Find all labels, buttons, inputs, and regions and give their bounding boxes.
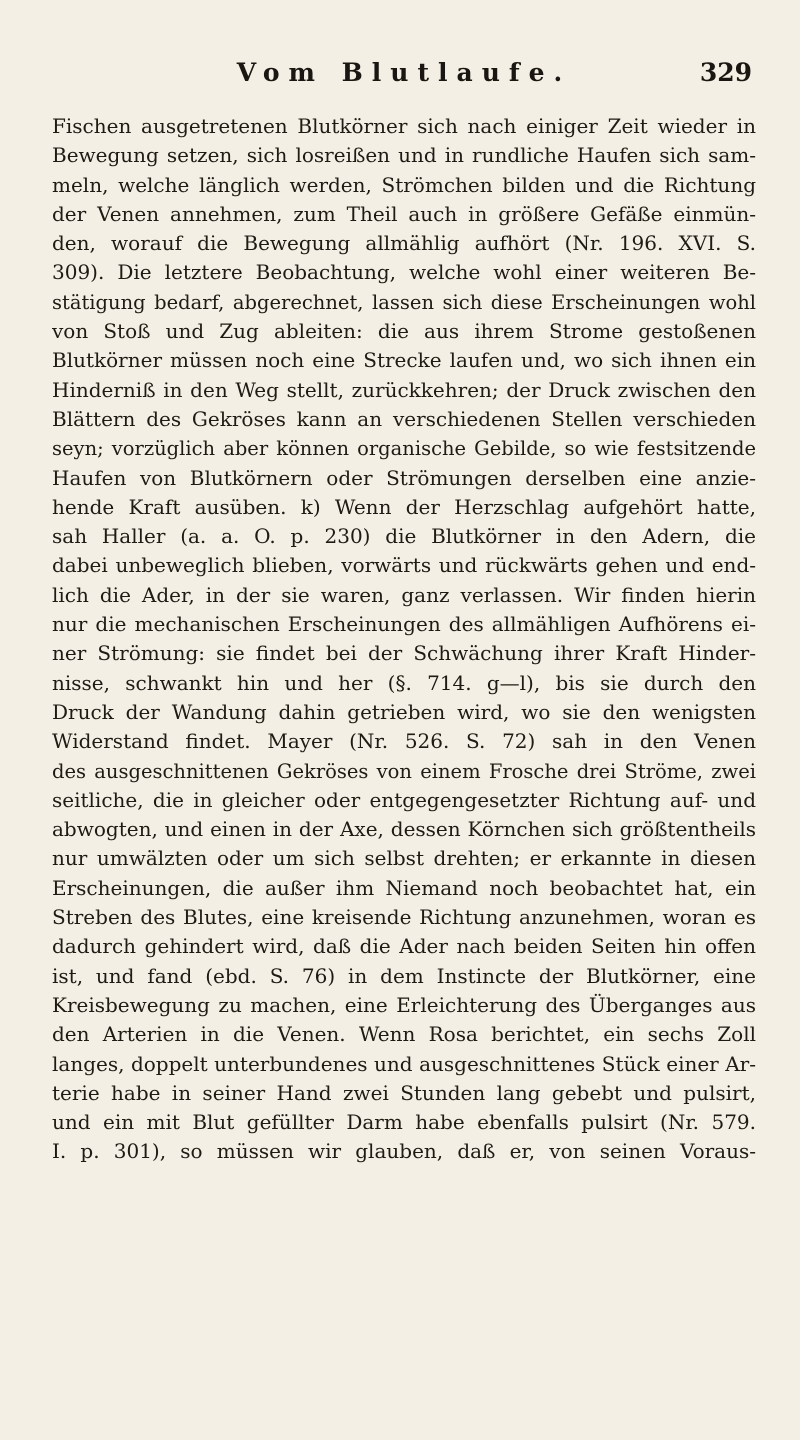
text-line: Druck der Wandung dahin getrieben wird, wo sie den wenigsten [52,699,756,724]
text-line: Widerstand findet. Mayer (Nr. 526. S. 72) sah in den Venen [52,729,756,754]
text-line: Blättern des Gekröses kann an verschiedenen Stellen verschieden [52,406,756,431]
text-line: 309). Die letztere Beobachtung, welche wohl einer weiteren Be- [52,260,756,285]
running-head [52,58,756,98]
text-line: seitliche, die in gleicher oder entgegengesetzter Richtung auf- und [52,787,756,812]
text-line: hende Kraft ausüben. k) Wenn der Herzschlag aufgehört hatte, [52,494,756,519]
text-line: lich die Ader, in der sie waren, ganz verlassen. Wir finden hierin [52,582,756,607]
text-line: meln, welche länglich werden, Strömchen bilden und die Richtung [52,172,756,197]
text-line: seyn; vorzüglich aber können organische Gebilde, so wie festsitzende [52,437,756,461]
text-line: der Venen annehmen, zum Theil auch in größere Gefäße einmün- [52,201,756,226]
text-line: Fischen ausgetretenen Blutkörner sich nach einiger Zeit wieder in [52,114,756,138]
text-line: des ausgeschnittenen Gekröses von einem Frosche drei Ströme, zwei [52,759,756,783]
text-line: abwogten, und einen in der Axe, dessen Körnchen sich größtentheils [52,817,756,842]
text-line: Streben des Blutes, eine kreisende Richtung anzunehmen, woran es [52,905,756,930]
text-line: und ein mit Blut gefüllter Darm habe ebenfalls pulsirt (Nr. 579. [52,1110,756,1135]
text-line: terie habe in seiner Hand zwei Stunden lang gebebt und pulsirt, [52,1080,756,1105]
text-line: nur umwälzten oder um sich selbst drehten; er erkannte in diesen [52,846,756,871]
text-line: den, worauf die Bewegung allmählig aufhört (Nr. 196. XVI. S. [52,231,756,256]
text-line: Erscheinungen, die außer ihm Niemand noch beobachtet hat, ein [52,875,756,900]
text-line: langes, doppelt unterbundenes und ausgeschnittenes Stück einer Ar- [52,1051,756,1076]
text-line: Bewegung setzen, sich losreißen und in rundliche Haufen sich sam- [52,143,756,168]
text-line: dadurch gehindert wird, daß die Ader nach beiden Seiten hin offen [52,934,756,959]
running-title: Vom Blutlaufe. [236,58,572,87]
text-line: den Arterien in die Venen. Wenn Rosa berichtet, ein sechs Zoll [52,1022,756,1047]
text-line: ist, und fand (ebd. S. 76) in dem Instincte der Blutkörner, eine [52,963,756,988]
text-line: I. p. 301), so müssen wir glauben, daß er, von seinen Voraus- [52,1139,756,1164]
text-line: sah Haller (a. a. O. p. 230) die Blutkörner in den Adern, die [52,524,756,549]
text-line: stätigung bedarf, abgerechnet, lassen sich diese Erscheinungen wohl [52,290,756,314]
text-line: Haufen von Blutkörnern oder Strömungen derselben eine anzie- [52,465,756,490]
text-line: nur die mechanischen Erscheinungen des allmähligen Aufhörens ei- [52,612,756,637]
text-line: Blutkörner müssen noch eine Strecke laufen und, wo sich ihnen ein [52,348,756,373]
text-line: dabei unbeweglich blieben, vorwärts und rückwärts gehen und end- [52,553,756,578]
page-number: 329 [699,58,752,87]
text-line: von Stoß und Zug ableiten: die aus ihrem Strome gestoßenen [52,319,756,344]
text-line: Hinderniß in den Weg stellt, zurückkehren; der Druck zwischen den [52,377,756,402]
body-text [52,112,756,1167]
text-line: Kreisbewegung zu machen, eine Erleichterung des Überganges aus [52,992,756,1017]
text-line: ner Strömung: sie findet bei der Schwächung ihrer Kraft Hinder- [52,641,756,666]
text-line: nisse, schwankt hin und her (§. 714. g—l), bis sie durch den [52,670,756,695]
